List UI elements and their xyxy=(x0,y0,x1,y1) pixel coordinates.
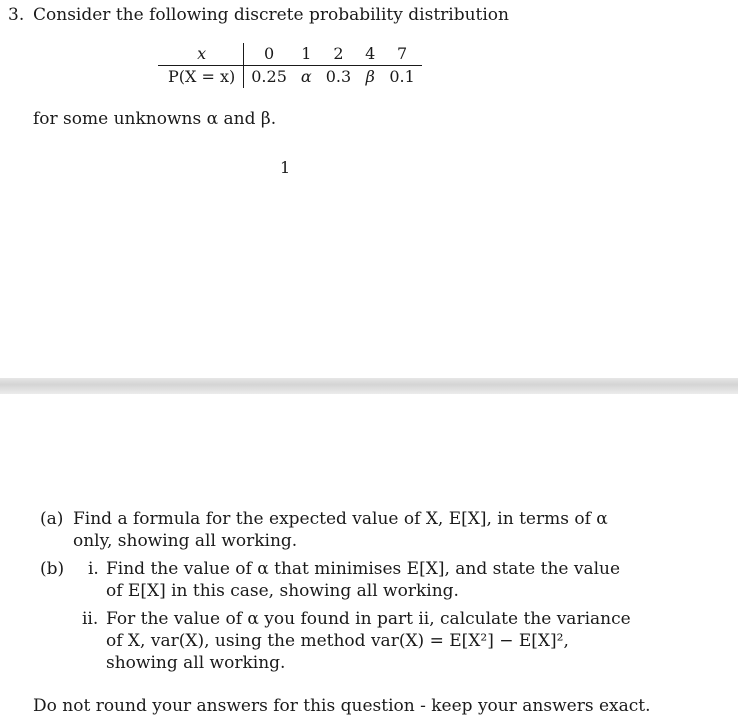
page-bottom xyxy=(0,394,738,720)
x-value: 7 xyxy=(382,43,421,66)
p-value: 0.25 xyxy=(251,67,287,86)
p-value: β xyxy=(365,67,375,86)
footer-note: Do not round your answers for this question - keep your answers exact. xyxy=(33,696,651,716)
x-value: 0 xyxy=(244,43,294,66)
part-b-ii-line2: of X, var(X), using the method var(X) = E[X²] − E[X]², xyxy=(106,631,569,651)
p-value: 0.3 xyxy=(325,67,352,86)
table-row-x xyxy=(158,43,422,66)
part-a-label: (a) xyxy=(40,509,64,529)
part-b-ii-line3: showing all working. xyxy=(106,653,286,673)
question-number: 3. xyxy=(8,5,25,25)
part-b-i-line2: of E[X] in this case, showing all working. xyxy=(106,581,459,601)
x-value: 1 xyxy=(294,43,319,66)
row-x-label: x xyxy=(158,43,244,66)
distribution-table xyxy=(158,43,422,88)
p-value: α xyxy=(300,67,312,86)
row-p-label: P(X = x) xyxy=(158,66,244,89)
table-row-probability xyxy=(158,66,422,89)
part-a-line2: only, showing all working. xyxy=(73,531,298,551)
x-value: 2 xyxy=(319,43,358,66)
part-b-ii-line1: For the value of α you found in part ii, calculate the variance xyxy=(106,609,631,629)
part-b-ii-label: ii. xyxy=(82,609,99,629)
part-b-i-line1: Find the value of α that minimises E[X], and state the value xyxy=(106,559,621,579)
part-a-line1: Find a formula for the expected value of X, E[X], in terms of α xyxy=(73,509,608,529)
page-separator xyxy=(0,378,738,394)
x-value: 4 xyxy=(358,43,382,66)
after-table-text: for some unknowns α and β. xyxy=(33,109,277,129)
part-b-i-label: i. xyxy=(88,559,99,579)
page-number: 1 xyxy=(280,158,291,177)
question-intro: Consider the following discrete probability distribution xyxy=(33,5,509,25)
p-value: 0.1 xyxy=(389,67,415,86)
part-b-label: (b) xyxy=(40,559,65,579)
